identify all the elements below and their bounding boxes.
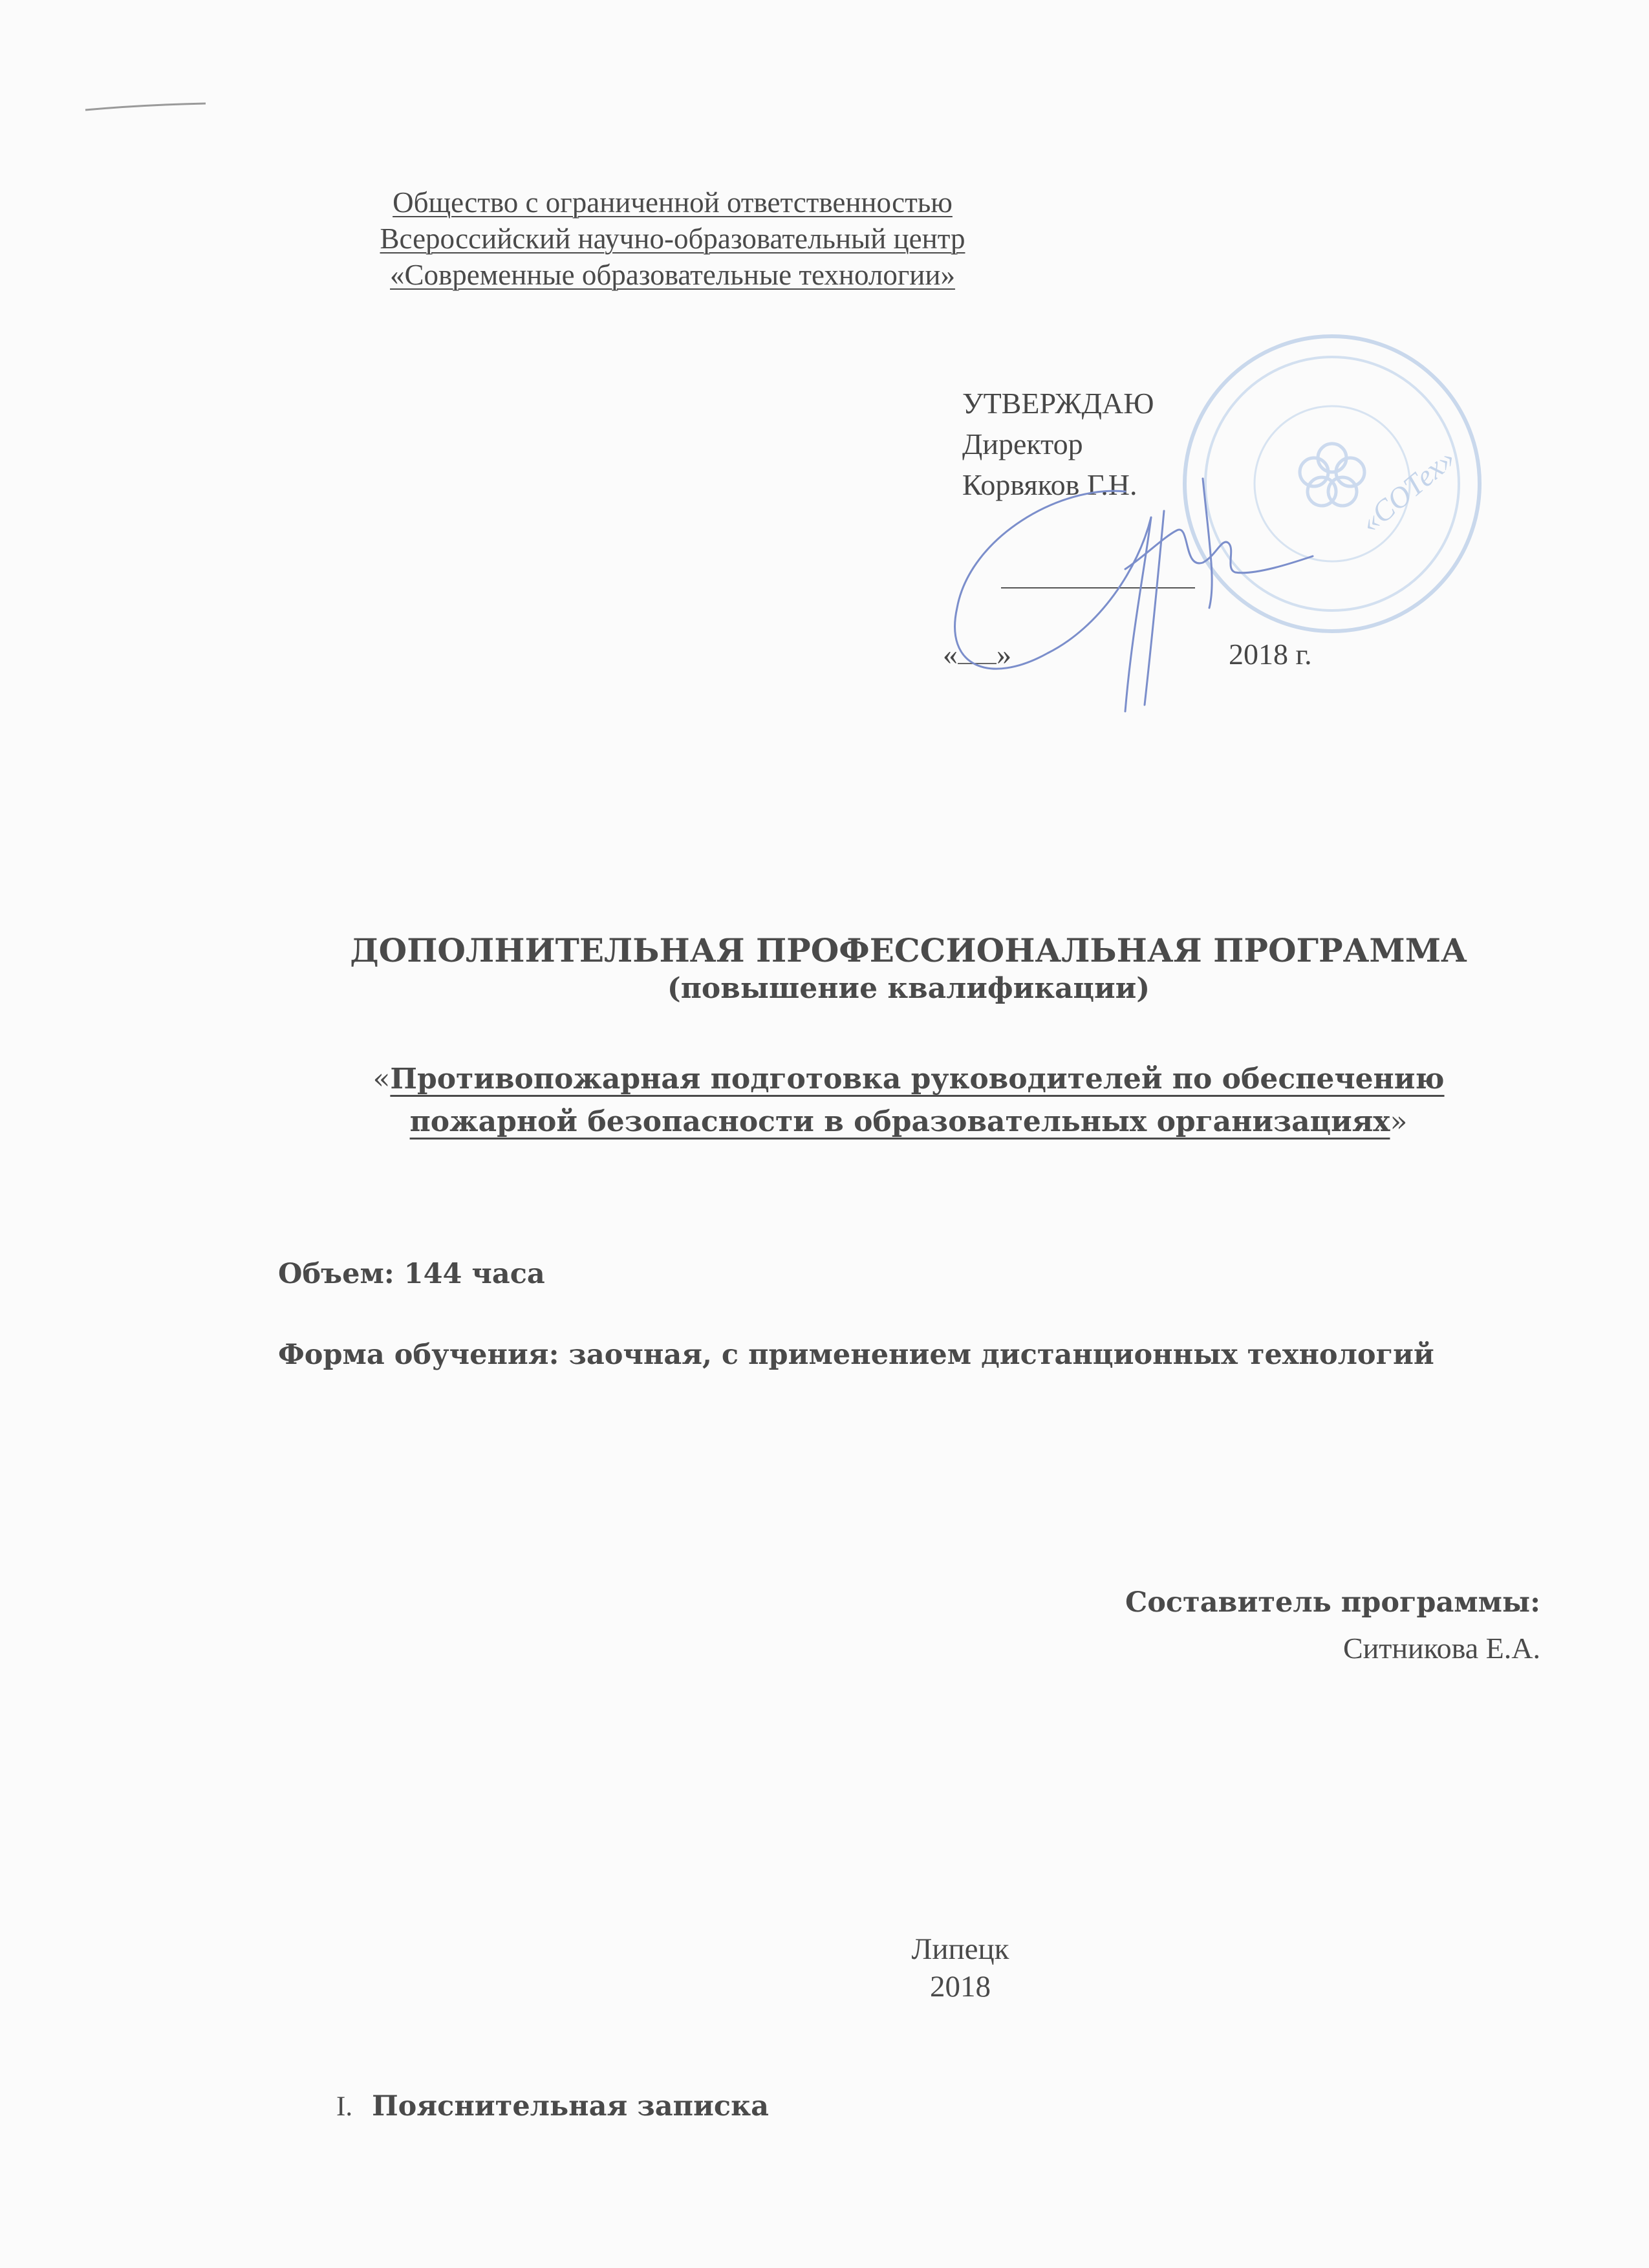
approval-name: Корвяков Г.Н. — [962, 468, 1137, 501]
course-name — [0, 1058, 1649, 1143]
approval-title: УТВЕРЖДАЮ — [962, 387, 1154, 420]
place-city: Липецк — [911, 1932, 1009, 1966]
organization-line-2: Всероссийский научно-образовательный центр — [380, 222, 965, 255]
place-block — [0, 1930, 1649, 2005]
date-quote-close: » — [997, 638, 1011, 671]
course-name-line-1: Противопожарная подготовка руководителей по обеспечению — [390, 1063, 1445, 1096]
program-subtitle: (повышение квалификации) — [667, 972, 1150, 1005]
course-name-line-2: пожарной безопасности в образовательных организациях — [409, 1105, 1390, 1138]
course-quote-open: « — [372, 1063, 391, 1096]
organization-header — [0, 184, 1345, 293]
section-heading — [336, 2090, 769, 2122]
composer-label: Составитель программы: — [1125, 1586, 1540, 1619]
course-quote-close: » — [1390, 1105, 1408, 1138]
stamp-text: «СОТех» — [1353, 441, 1461, 539]
section-title: Пояснительная записка — [372, 2090, 770, 2122]
approval-position: Директор — [962, 427, 1083, 460]
organization-line-1: Общество с ограниченной ответственностью — [393, 186, 953, 219]
program-title: ДОПОЛНИТЕЛЬНАЯ ПРОФЕССИОНАЛЬНАЯ ПРОГРАММА — [350, 931, 1467, 969]
program-volume: Объем: 144 часа — [278, 1258, 545, 1290]
scan-mark — [84, 102, 207, 113]
composer-name: Ситникова Е.А. — [1343, 1632, 1540, 1665]
program-title-block — [0, 931, 1649, 1008]
place-year: 2018 — [930, 1970, 991, 2003]
approval-year: 2018 г. — [1229, 638, 1312, 671]
organization-line-3: «Современные образовательные технологии» — [390, 259, 955, 291]
section-number: I. — [336, 2091, 353, 2122]
program-form: Форма обучения: заочная, с применением дистанционных технологий — [278, 1339, 1434, 1371]
director-signature — [931, 440, 1326, 724]
date-quote-open: « — [943, 638, 958, 671]
